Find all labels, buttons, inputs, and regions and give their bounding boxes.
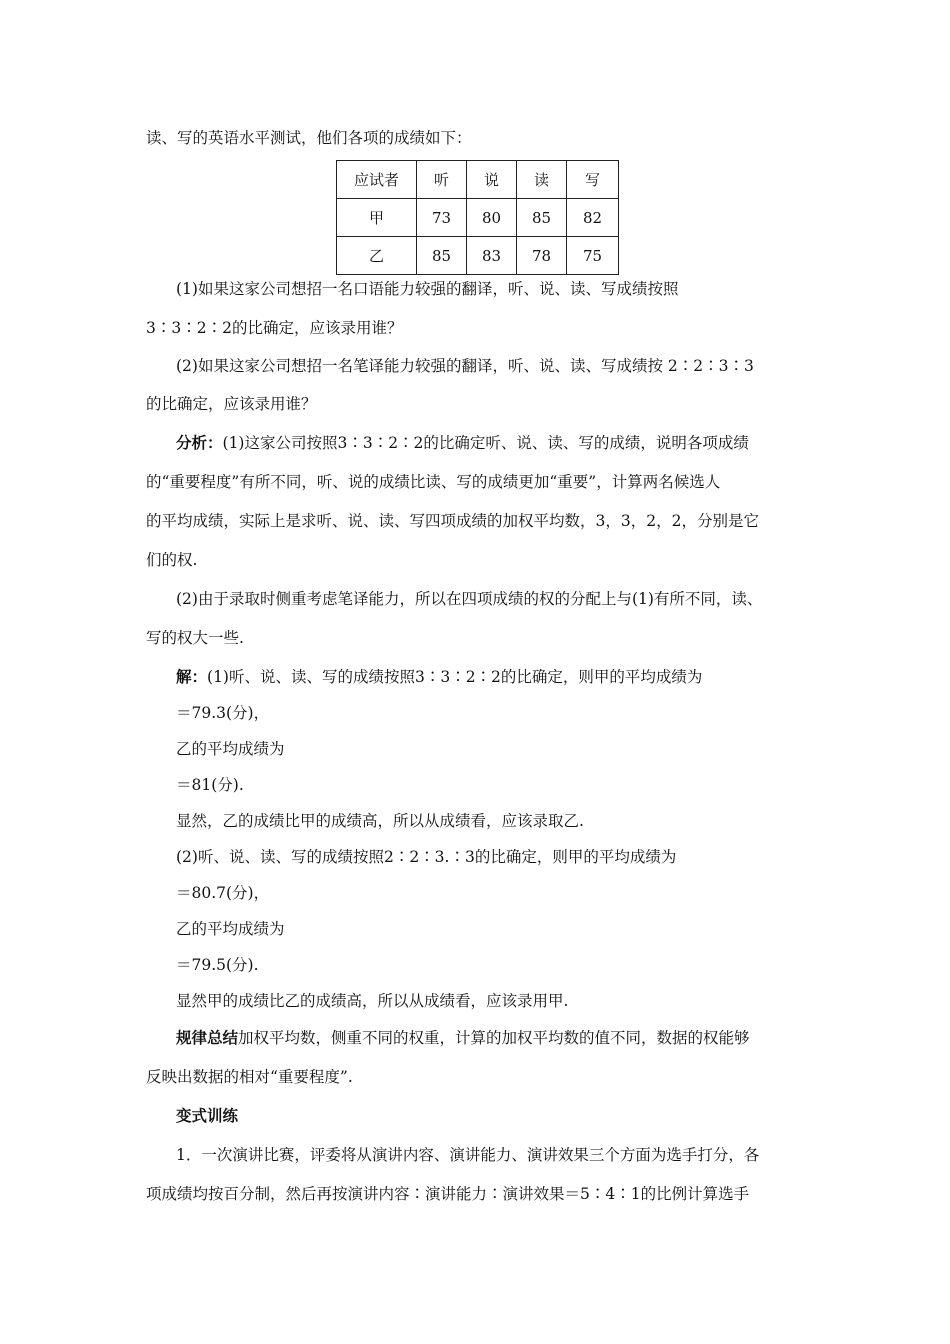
table-cell: 83 bbox=[467, 237, 517, 275]
question2-line1: (2)如果这家公司想招一名笔译能力较强的翻译，听、说、读、写成绩按 2∶2∶3∶3 bbox=[176, 357, 754, 375]
table-row bbox=[337, 237, 619, 275]
solution-line5: 显然，乙的成绩比甲的成绩高，所以从成绩看，应该录取乙. bbox=[176, 812, 584, 830]
exercise-line2: 项成绩均按百分制，然后再按演讲内容∶演讲能力∶演讲效果＝5∶4∶1的比例计算选手 bbox=[146, 1185, 750, 1203]
table-cell: 80 bbox=[467, 199, 517, 237]
analysis-label: 分析： bbox=[176, 434, 223, 452]
exercise-line1: 1．一次演讲比赛，评委将从演讲内容、演讲能力、演讲效果三个方面为选手打分，各 bbox=[176, 1146, 760, 1164]
solution-text: (1)听、说、读、写的成绩按照3∶3∶2∶2的比确定，则甲的平均成绩为 bbox=[207, 668, 703, 686]
solution-line10: 显然甲的成绩比乙的成绩高，所以从成绩看，应该录用甲. bbox=[176, 992, 569, 1010]
question1-line2: 3∶3∶2∶2的比确定，应该录用谁？ bbox=[146, 319, 403, 337]
analysis-line2: 的“重要程度”有所不同，听、说的成绩比读、写的成绩更加“重要”，计算两名候选人 bbox=[146, 473, 721, 491]
table-cell: 甲 bbox=[337, 199, 417, 237]
summary-line1 bbox=[176, 1028, 750, 1048]
summary-text: 加权平均数，侧重不同的权重，计算的加权平均数的值不同，数据的权能够 bbox=[238, 1029, 750, 1047]
solution-line2: ＝79.3(分)， bbox=[176, 704, 270, 722]
analysis-line1 bbox=[176, 433, 749, 453]
solution-line9: ＝79.5(分). bbox=[176, 956, 259, 974]
solution-label: 解： bbox=[176, 668, 208, 686]
header-cell: 写 bbox=[567, 161, 619, 199]
analysis-line6: 写的权大一些. bbox=[146, 629, 244, 647]
solution-line1 bbox=[176, 667, 702, 687]
table-cell: 乙 bbox=[337, 237, 417, 275]
analysis-line4: 们的权. bbox=[146, 551, 198, 569]
table-cell: 82 bbox=[567, 199, 619, 237]
question2-line2: 的比确定，应该录用谁？ bbox=[146, 395, 317, 413]
summary-line2: 反映出数据的相对“重要程度”. bbox=[146, 1068, 353, 1086]
solution-line7: ＝80.7(分)， bbox=[176, 884, 270, 902]
question1-line1: (1)如果这家公司想招一名口语能力较强的翻译，听、说、读、写成绩按照 bbox=[176, 280, 679, 298]
table-cell: 73 bbox=[417, 199, 467, 237]
table-row bbox=[337, 199, 619, 237]
solution-line4: ＝81(分). bbox=[176, 776, 244, 794]
scores-table bbox=[336, 160, 619, 275]
header-cell: 应试者 bbox=[337, 161, 417, 199]
table-cell: 85 bbox=[417, 237, 467, 275]
analysis-line3: 的平均成绩，实际上是求听、说、读、写四项成绩的加权平均数，3，3，2，2，分别是它 bbox=[146, 512, 759, 530]
header-cell: 说 bbox=[467, 161, 517, 199]
table-header-row bbox=[337, 161, 619, 199]
table-cell: 75 bbox=[567, 237, 619, 275]
exercise-title: 变式训练 bbox=[176, 1107, 239, 1125]
analysis-text: (1)这家公司按照3∶3∶2∶2的比确定听、说、读、写的成绩，说明各项成绩 bbox=[222, 434, 749, 452]
solution-line6: (2)听、说、读、写的成绩按照2∶2∶3.∶3的比确定，则甲的平均成绩为 bbox=[176, 848, 677, 866]
analysis-line5: (2)由于录取时侧重考虑笔译能力，所以在四项成绩的权的分配上与(1)有所不同，读、 bbox=[176, 590, 763, 608]
solution-line8: 乙的平均成绩为 bbox=[176, 920, 285, 938]
header-cell: 听 bbox=[417, 161, 467, 199]
table-cell: 78 bbox=[517, 237, 567, 275]
intro-text: 读、写的英语水平测试，他们各项的成绩如下： bbox=[146, 129, 472, 147]
table-cell: 85 bbox=[517, 199, 567, 237]
solution-line3: 乙的平均成绩为 bbox=[176, 740, 285, 758]
summary-label: 规律总结 bbox=[176, 1029, 239, 1047]
header-cell: 读 bbox=[517, 161, 567, 199]
